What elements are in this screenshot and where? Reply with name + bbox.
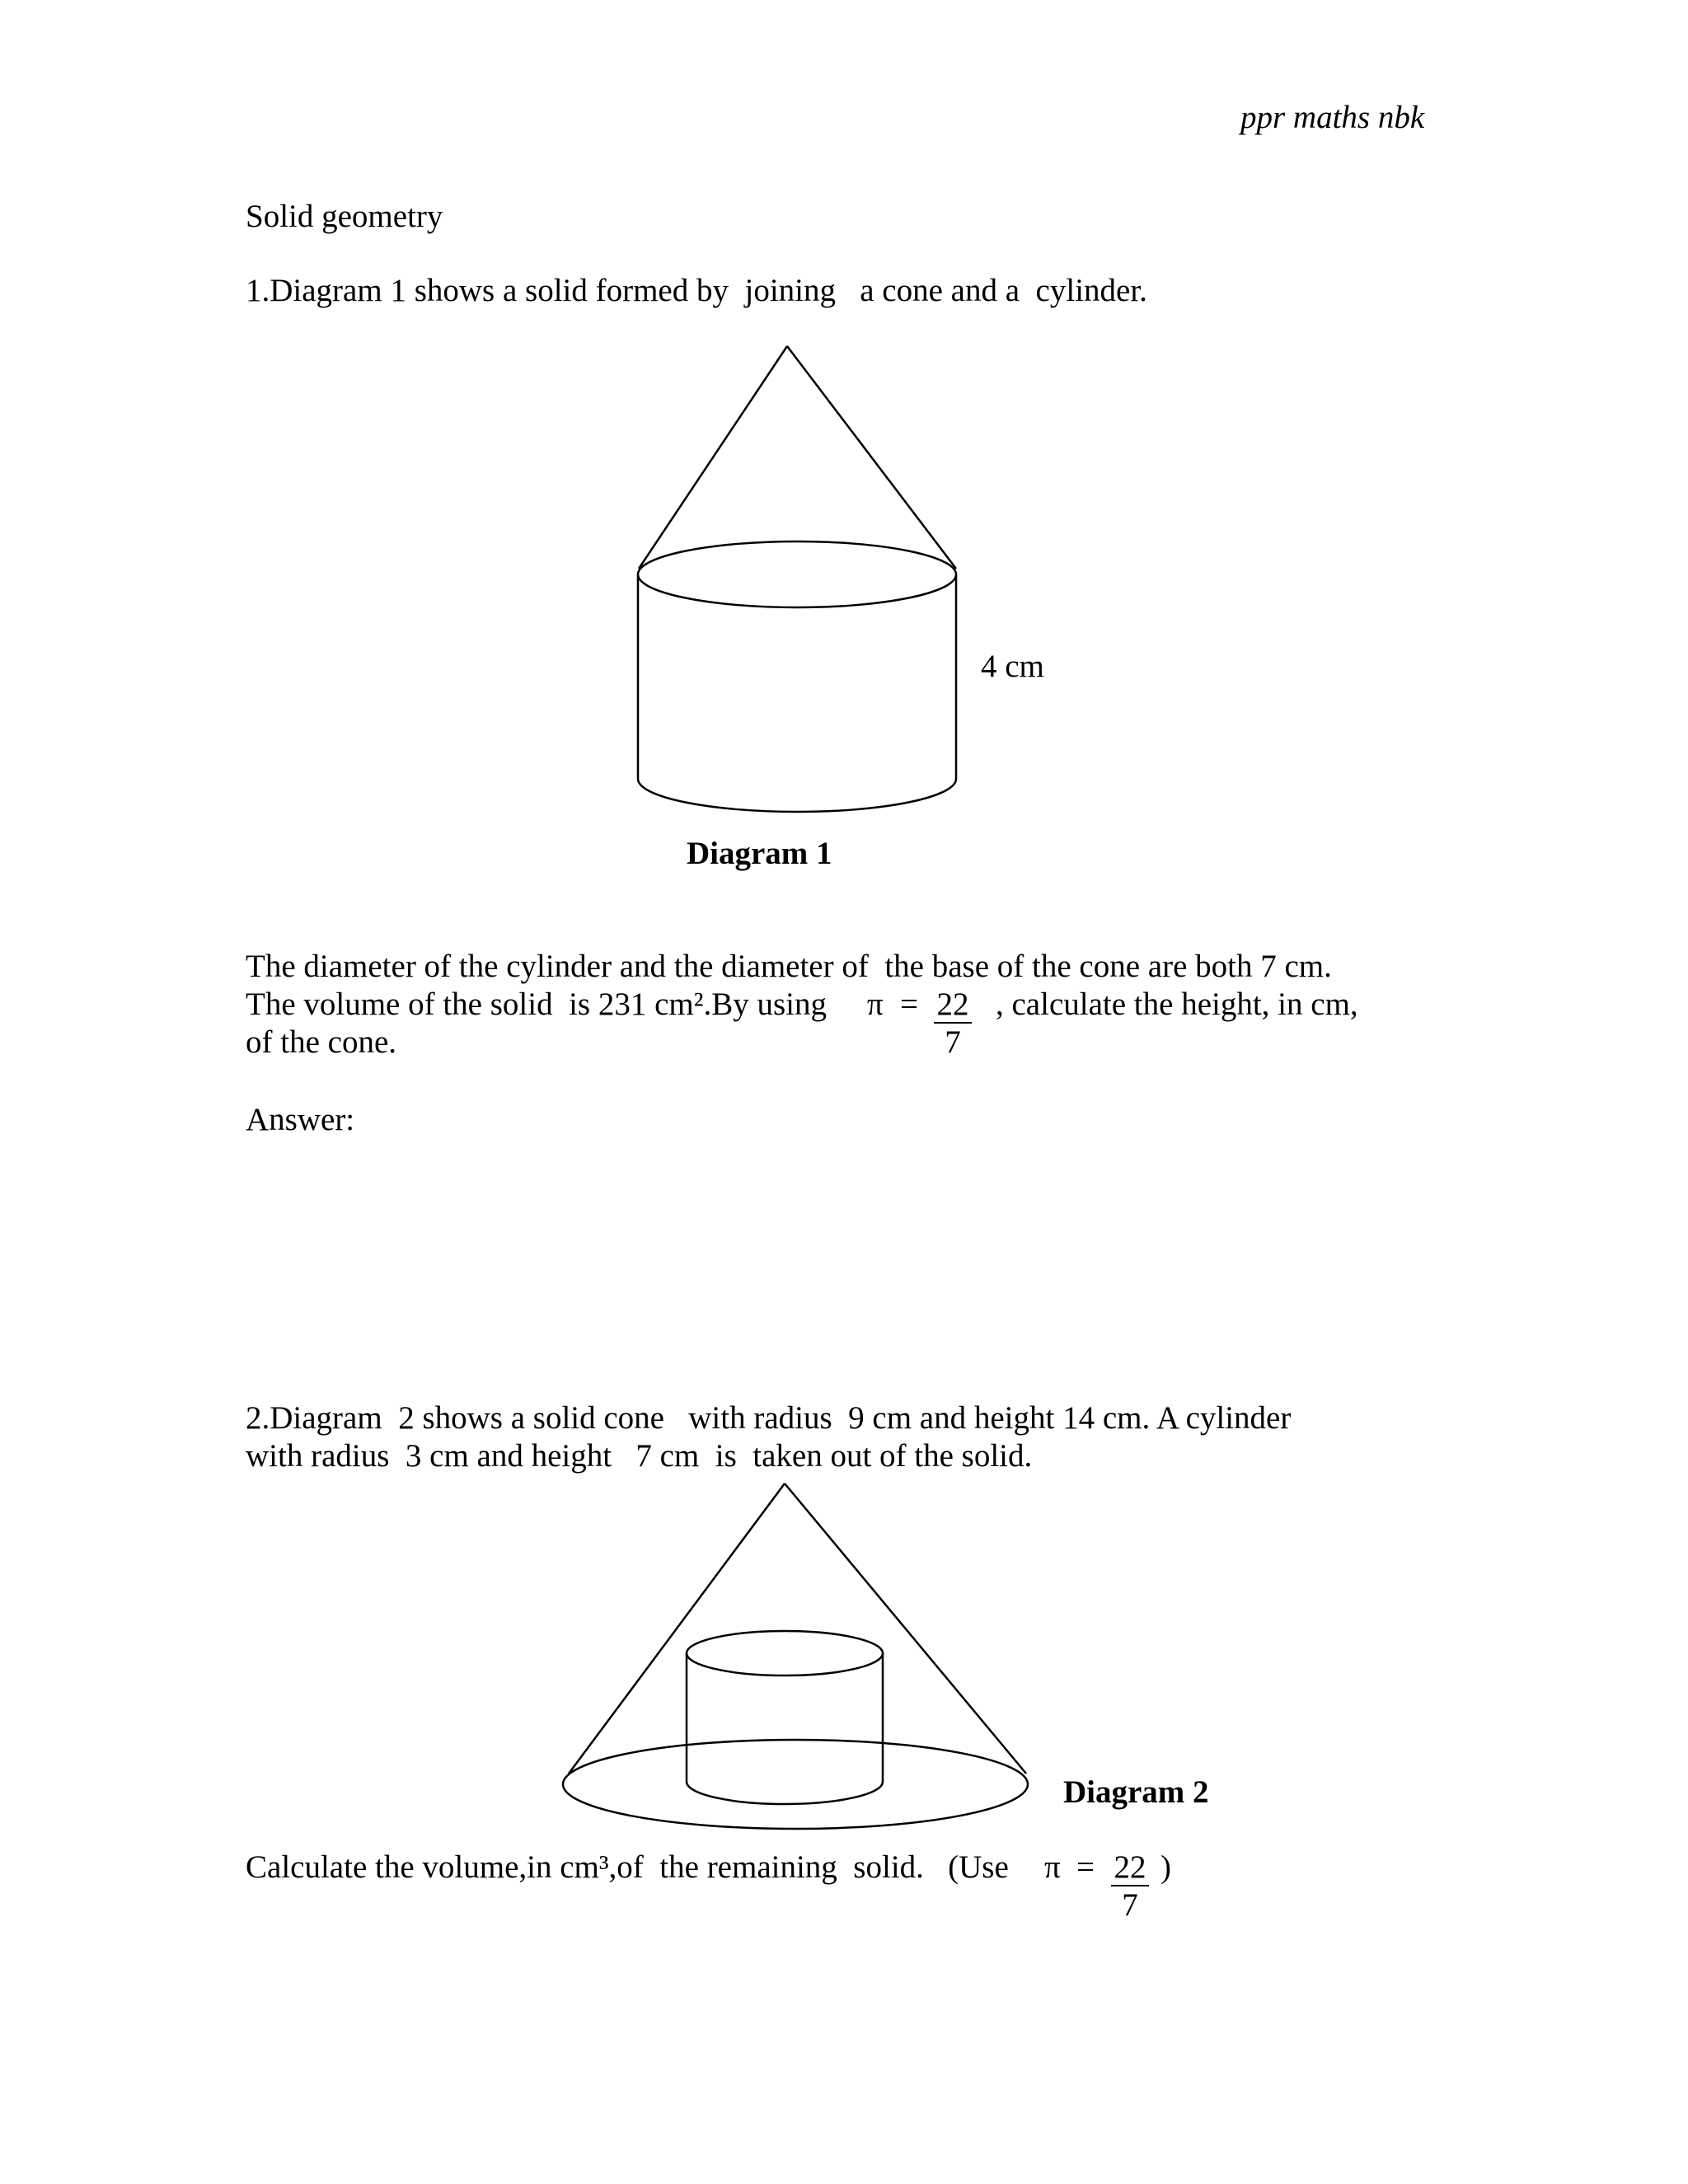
cone2-left-edge: [569, 1483, 785, 1774]
q1-line2-after: , calculate the height, in cm,: [996, 987, 1358, 1022]
section-title: Solid geometry: [246, 199, 443, 234]
q2-pi-symbol: π: [1044, 1849, 1061, 1885]
cone-base-ellipse: [563, 1740, 1028, 1829]
q1-line3: of the cone.: [246, 1024, 397, 1060]
q1-intro: 1.Diagram 1 shows a solid formed by joining a cone and a cylinder.: [246, 273, 1147, 308]
dimension-label-4cm: 4 cm: [981, 649, 1044, 684]
q1-equals: =: [900, 987, 918, 1022]
page-header: ppr maths nbk: [1240, 100, 1425, 135]
q1-line2-before: The volume of the solid is 231 cm².By using: [246, 987, 827, 1022]
q2-close-paren: ): [1160, 1849, 1171, 1885]
q1-fraction-denominator: 7: [945, 1024, 961, 1060]
diagram-1-caption: Diagram 1: [687, 836, 832, 871]
diagram-2-caption: Diagram 2: [1063, 1774, 1209, 1810]
q1-line1: The diameter of the cylinder and the diameter of the base of the cone are both 7 cm.: [246, 949, 1332, 984]
q2-fraction-denominator: 7: [1122, 1887, 1138, 1923]
q2-line1: 2.Diagram 2 shows a solid cone with radius 9 cm and height 14 cm. A cylinder: [246, 1400, 1292, 1436]
q2-fraction-numerator: 22: [1111, 1850, 1149, 1886]
q2-line2: with radius 3 cm and height 7 cm is taken out of the solid.: [246, 1438, 1033, 1474]
inner-cylinder-top-ellipse: [687, 1631, 883, 1675]
q2-equals: =: [1076, 1849, 1095, 1885]
q1-fraction-numerator: 22: [934, 987, 972, 1024]
answer-label: Answer:: [246, 1102, 355, 1137]
q1-pi-symbol: π: [867, 987, 884, 1022]
q2-pi-fraction: [1111, 1850, 1149, 1924]
q2-question-text: Calculate the volume,in cm³,of the remaining solid. (Use: [246, 1849, 1009, 1885]
inner-cylinder-bottom-arc: [687, 1782, 883, 1804]
cone2-right-edge: [785, 1483, 1026, 1774]
